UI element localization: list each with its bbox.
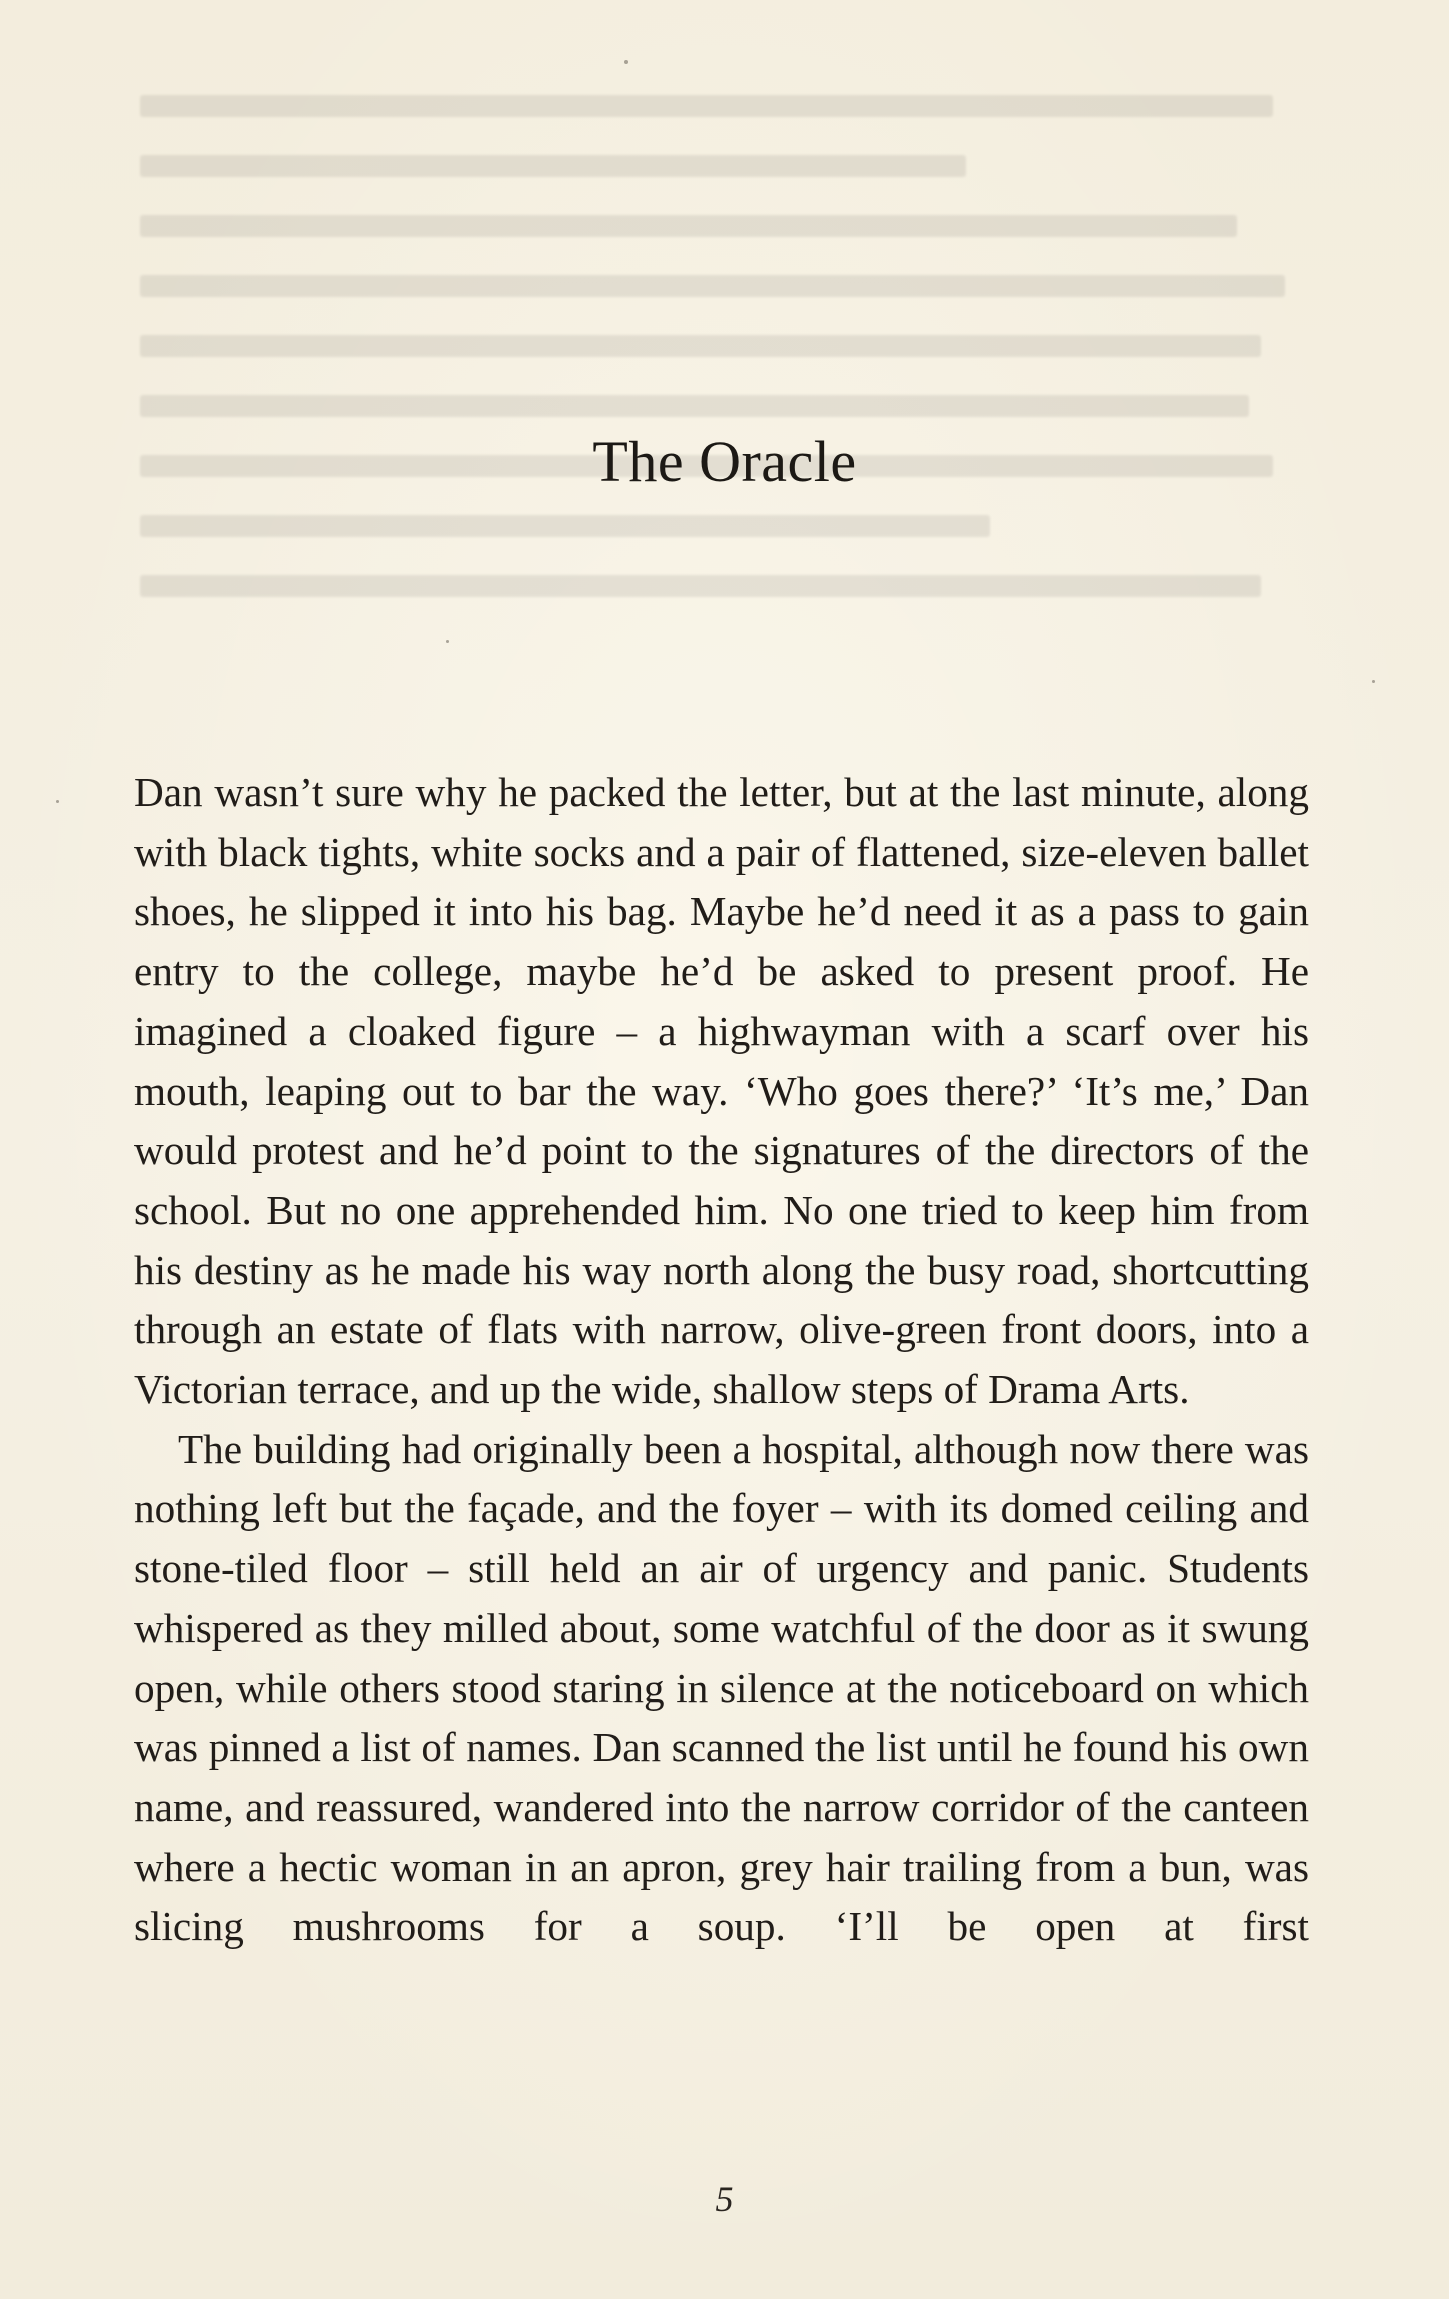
chapter-title: The Oracle: [592, 428, 857, 494]
paragraph: The building had originally been a hospital, although now there was nothing left but the façade, and the foyer – with its domed ceiling and stone-tiled floor – still held an air of urgency and panic. Students whispered as they milled about, some watchful of the door as it swung open, while others stood staring in silence at the noticeboard on which was pinned a list of names. Dan scanned the list until he found his own name, and reassured, wandered into the narrow corridor of the canteen where a hectic woman in an apron, grey hair trailing from a bun, was slicing mushrooms for a soup. ‘I’ll be open at first: [134, 1425, 1309, 1950]
chapter-body: [134, 763, 1309, 1957]
paper-speck: [446, 640, 449, 643]
paper-speck: [624, 60, 628, 64]
paper-speck: [56, 800, 59, 803]
paper-speck: [1372, 680, 1375, 683]
paragraph: Dan wasn’t sure why he packed the letter, but at the last minute, along with black tights, white socks and a pair of flattened, size-eleven ballet shoes, he slipped it into his bag. Maybe he’d need it as a pass to gain entry to the college, maybe he’d be asked to present proof. He imagined a cloaked figure – a highwayman with a scarf over his mouth, leaping out to bar the way. ‘Who goes there?’ ‘It’s me,’ Dan would protest and he’d point to the signatures of the directors of the school. But no one apprehended him. No one tried to keep him from his destiny as he made his way north along the busy road, shortcutting through an estate of flats with narrow, olive-green front doors, into a Victorian terrace, and up the wide, shallow steps of Drama Arts.: [134, 769, 1309, 1413]
show-through-text: [140, 95, 1320, 615]
page-number: 5: [715, 2179, 734, 2219]
